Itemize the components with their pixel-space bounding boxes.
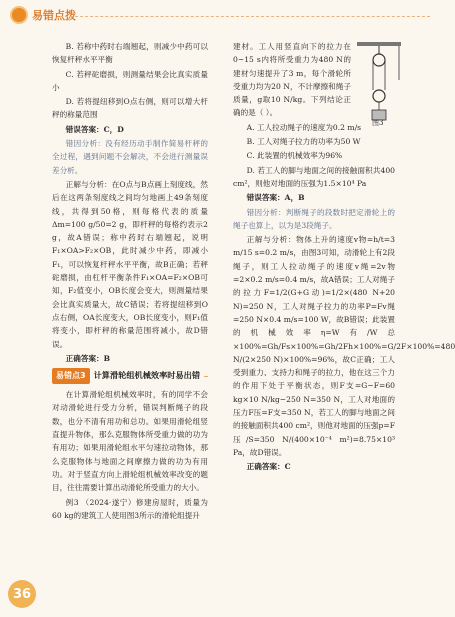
left-column: [52, 40, 208, 523]
option-a: A. 工人拉动绳子的速度为0.2 m/s: [246, 122, 362, 132]
header-divider: [60, 16, 430, 18]
section-badge: 易错点3: [52, 368, 90, 383]
example-stem: 例3 （2024·遂宁）修建房屋时，质量为60 kg的建筑工人使用图3所示的滑轮组提升: [52, 497, 208, 520]
option-d: D. 若将提纽移到O点右侧，则可以增大杆秤的称量范围: [52, 97, 208, 120]
wrong-answer: 错误答案：A，B: [246, 193, 305, 203]
correct-analysis: 正解与分析：物体上升的速度v物=h/t=3 m/15 s=0.2 m/s，由图3可知，动滑轮上有2段绳子，则工人拉动绳子的速度v绳=2v物=2×0.2 m/s=0.4 m/s，故A错误；工人对绳子的拉力F=1/2(G+G动)=1/2×(480 N+20 N)=250 N，工人对绳子拉力的功率P=Fv绳=250 N×0.4 m/s=100 W，故B错误；此装置的机械效率η=W有/W总×100%=Gh/Fs×100%=Gh/2Fh×100%=G/2F×100%=480 N/(2×250 N)×100%=96%，故C正确；工人受到重力、支持力和绳子的拉力，他在这三个力的作用下处于平衡状态，则F支=G−F=60 kg×10 N/kg−250 N=350 N，工人对地面的压力F压=F支=350 N，若工人的脚与地面之间的接触面积共400 cm²，则他对地面的压强p=F压/S=350 N/(400×10⁻⁴ m²)=8.75×10³ Pa，故D错误。: [233, 235, 455, 457]
option-d: D. 若工人的脚与地面之间的接触面积共400 cm²，则他对地面的压强为1.5×10⁴ Pa: [233, 165, 395, 188]
page-number: 36: [8, 580, 36, 608]
section-intro: 在计算滑轮组机械效率时，有的同学不会对动滑轮进行受力分析，错误判断绳子的段数，也分不清有用功和总功。如果用滑轮组竖直提升物体，那么克服物体所受重力做的功为有用功；如果用滑轮组水平匀速拉动物体，那么克服物体与地面之间摩擦力做的功为有用功。对于竖直方向上滑轮组机械效率改变的题目，往往需要计算出动滑轮所受重力的大小。: [52, 390, 208, 493]
section-header: [52, 369, 208, 383]
section-title: 计算滑轮组机械效率时易出错: [93, 370, 201, 381]
section-divider: [204, 376, 208, 377]
option-c: C. 此装置的机械效率为96%: [246, 151, 343, 161]
figure-label: 图3: [372, 119, 384, 127]
wrong-analysis: 错因分析：没有经历动手制作简易杆秤的全过程，遇到问题不会解决，不会进行测量误差分析。: [52, 139, 208, 175]
correct-answer: 正确答案：B: [65, 353, 111, 363]
lightbulb-icon: [10, 6, 28, 24]
wrong-answer: 错误答案：C，D: [65, 124, 124, 134]
right-column: [233, 40, 455, 475]
correct-answer: 正确答案：C: [246, 462, 291, 472]
question-stem: 建材。工人用竖直向下的拉力在0~15 s内将所受重力为480 N的建材匀速提升了3 m，每个滑轮所受重力均为20 N，不计摩擦和绳子质量，g取10 N/kg。下列结论正确的是（ ）。: [233, 42, 351, 118]
correct-analysis: 正解与分析：在O点与B点画上刻度线，然后在这两条刻度线之间均匀地画上49条刻度线，共得到50格，则每格代表的质量Δm=100 g/50=2 g，即杆秤的每格约表示2 g，故A错误；称中药时右端翘起，说明F₁×OA>F₂×OB，此时减少中药，即减小F₁，可以恢复杆秤水平平衡，故B正确；若秤砣磨损，由杠杆平衡条件F₁×OA=F₂×OB可知，F₂值变小，OB长度会变大，则测量结果会比真实质量大，故C错误；若将提纽移到O点右侧，OA长度变大，OB长度变小，则F₁值将变小，即杆秤的称量范围将减小，故D错误。: [52, 179, 208, 349]
option-b: B. 工人对绳子拉力的功率为50 W: [246, 137, 361, 147]
page-header: [0, 0, 427, 34]
wrong-analysis: 错因分析：判断绳子的段数时把定滑轮上的绳子也算上，以为是3段绳子。: [233, 207, 395, 230]
option-b: B. 若称中药时右端翘起，则减少中药可以恢复杆秤水平平衡: [52, 42, 208, 65]
option-c: C. 若秤砣磨损，则测量结果会比真实质量小: [52, 69, 208, 92]
header-title: 易错点拨: [32, 9, 76, 22]
